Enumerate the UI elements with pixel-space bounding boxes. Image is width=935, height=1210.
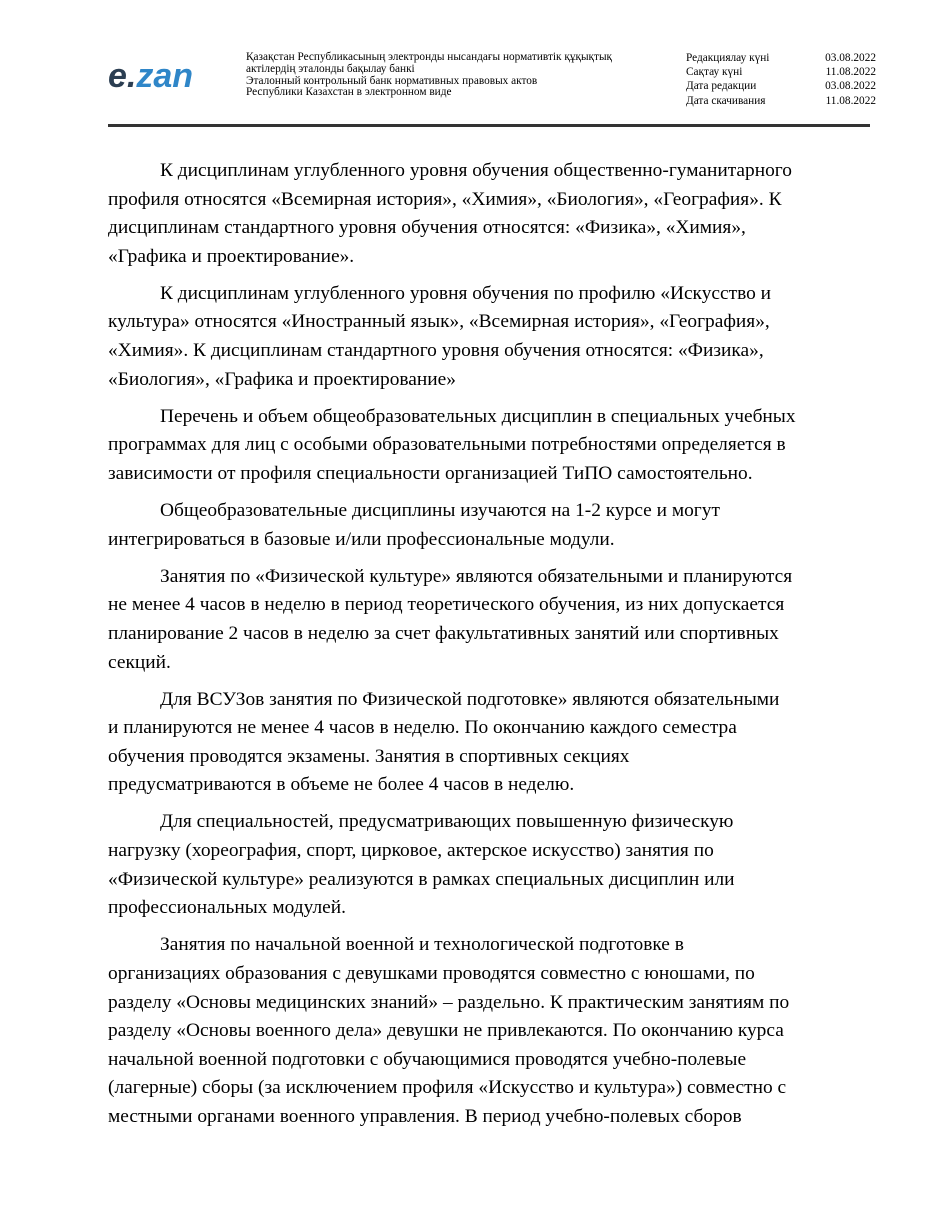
logo-zan: zan [136, 57, 194, 95]
text-line: культура» относятся «Иностранный язык», «Всемирная история», «География», [108, 311, 770, 333]
paragraph [108, 808, 868, 922]
bank-description-line: актілердің эталонды бақылау банкі [246, 62, 415, 75]
text-line: не менее 4 часов в неделю в период теоретического обучения, из них допускается [108, 594, 785, 616]
text-line: К дисциплинам углубленного уровня обучения общественно-гуманитарного [160, 160, 792, 181]
text-line: местными органами военного управления. В период учебно-полевых сборов [108, 1105, 742, 1127]
text-line: предусматриваются в объеме не более 4 часов в неделю. [108, 774, 575, 796]
text-line: и планируются не менее 4 часов в неделю. По окончанию каждого семестра [108, 717, 737, 739]
text-line: программах для лиц с особыми образовательными потребностями определяется в [108, 434, 786, 456]
text-line: «Графика и проектирование». [108, 245, 355, 267]
text-line: обучения проводятся экзамены. Занятия в спортивных секциях [108, 745, 630, 767]
text-line: разделу «Основы военного дела» девушки не привлекаются. По окончанию курса [108, 1020, 784, 1042]
bank-description-line: Республики Казахстан в электронном виде [246, 86, 452, 99]
text-line: организациях образования с девушками проводятся совместно с юношами, по [108, 962, 755, 984]
date-label: Редакциялау күні [686, 52, 770, 64]
date-value: 11.08.2022 [825, 94, 876, 107]
text-line: Общеобразовательные дисциплины изучаются на 1-2 курсе и могут [160, 500, 720, 522]
text-line: К дисциплинам углубленного уровня обучения по профилю «Искусство и [160, 282, 772, 304]
text-line: секций. [108, 651, 171, 673]
ezan-logo [108, 56, 193, 96]
bank-description-line: Эталонный контрольный банк нормативных правовых актов [246, 74, 538, 87]
logo-dot: . [126, 57, 137, 95]
header-divider [108, 124, 870, 127]
date-table [686, 51, 876, 108]
text-line: «Химия». К дисциплинам стандартного уровня обучения относятся: «Физика», [108, 340, 764, 362]
date-row [686, 79, 876, 93]
paragraph [108, 157, 868, 271]
date-row [686, 51, 876, 65]
paragraph [108, 403, 868, 489]
text-line: «Биология», «Графика и проектирование» [108, 368, 456, 390]
text-line: зависимости от профиля специальности организацией ТиПО самостоятельно. [108, 462, 753, 484]
paragraph [108, 280, 868, 394]
document-body [108, 157, 868, 1140]
date-value: 11.08.2022 [825, 66, 876, 79]
date-row [686, 65, 876, 79]
bank-description-line: Қазақстан Республикасының электронды нысандағы нормативтік құқықтық [246, 51, 613, 63]
date-value: 03.08.2022 [825, 52, 876, 64]
text-line: Занятия по начальной военной и технологической подготовке в [160, 934, 684, 956]
text-line: дисциплинам стандартного уровня обучения относятся: «Физика», «Химия», [108, 217, 746, 239]
date-label: Дата скачивания [686, 94, 766, 107]
text-line: интегрироваться в базовые и/или профессиональные модули. [108, 528, 615, 550]
paragraph [108, 686, 868, 800]
text-line: профессиональных модулей. [108, 897, 346, 919]
paragraph [108, 497, 868, 554]
text-line: разделу «Основы медицинских знаний» – раздельно. К практическим занятиям по [108, 991, 790, 1013]
text-line: нагрузку (хореография, спорт, цирковое, актерское искусство) занятия по [108, 840, 714, 862]
bank-description [246, 52, 666, 99]
paragraph [108, 563, 868, 677]
document-header [108, 46, 876, 124]
logo-e: e [108, 57, 127, 95]
text-line: Занятия по «Физической культуре» являются обязательными и планируются [160, 565, 793, 587]
text-line: профиля относятся «Всемирная история», «Химия», «Биология», «География». К [108, 188, 782, 210]
text-line: Для специальностей, предусматривающих повышенную физическую [160, 811, 734, 833]
text-line: планирование 2 часов в неделю за счет факультативных занятий или спортивных [108, 622, 779, 644]
text-line: Перечень и объем общеобразовательных дисциплин в специальных учебных [160, 405, 796, 427]
date-label: Дата редакции [686, 80, 757, 93]
date-row [686, 94, 876, 108]
text-line: Для ВСУЗов занятия по Физической подготовке» являются обязательными [160, 688, 780, 710]
text-line: (лагерные) сборы (за исключением профиля «Искусство и культура») совместно с [108, 1077, 787, 1099]
date-value: 03.08.2022 [825, 80, 876, 93]
text-line: «Физической культуре» реализуются в рамках специальных дисциплин или [108, 868, 735, 890]
paragraph [108, 931, 868, 1131]
date-label: Сақтау күні [686, 66, 743, 79]
text-line: начальной военной подготовки с обучающимися проводятся учебно-полевые [108, 1048, 747, 1070]
